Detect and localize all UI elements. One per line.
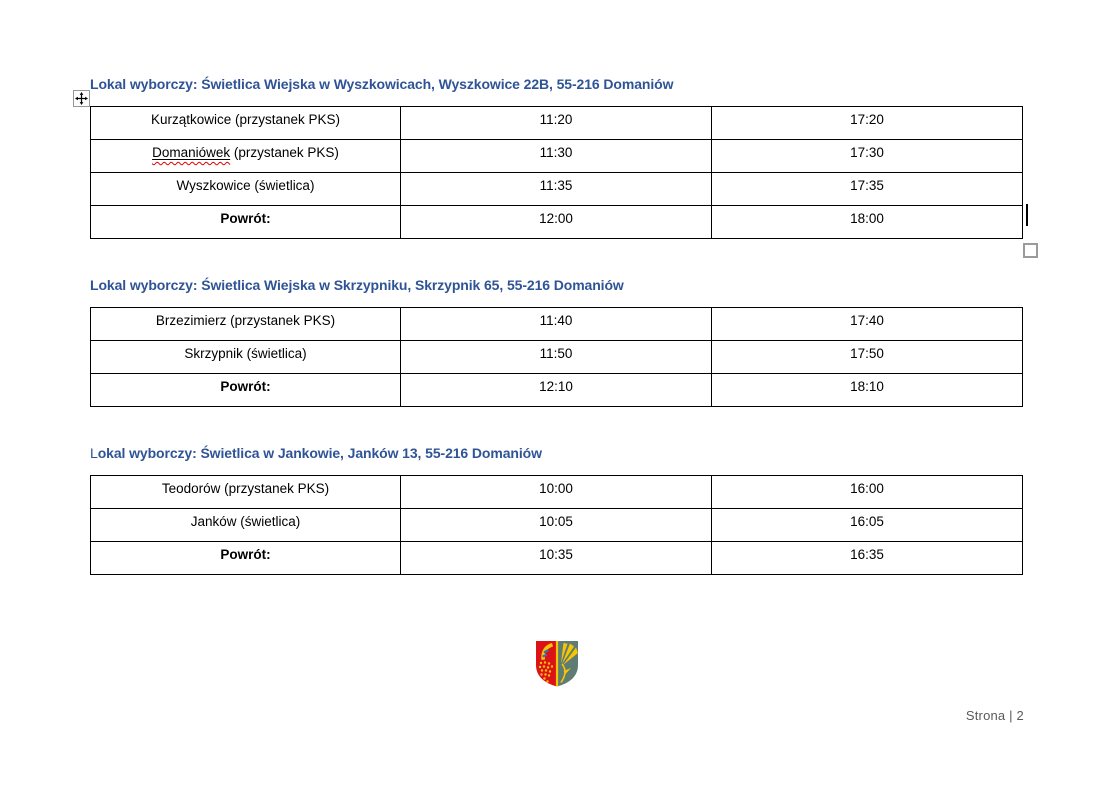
time-cell-1[interactable]: 12:10 (401, 374, 712, 407)
schedule-table[interactable] (90, 106, 1023, 239)
stop-cell[interactable]: Kurzątkowice (przystanek PKS) (91, 107, 401, 140)
table-row (91, 374, 1023, 407)
page-number-footer: Strona | 2 (965, 708, 1024, 723)
stop-cell[interactable]: Skrzypnik (świetlica) (91, 341, 401, 374)
table-row (91, 509, 1023, 542)
time-cell-2[interactable]: 17:40 (712, 308, 1023, 341)
time-cell-2[interactable]: 16:35 (712, 542, 1023, 575)
time-cell-1[interactable]: 11:35 (401, 173, 712, 206)
table-row (91, 107, 1023, 140)
move-icon (75, 92, 88, 105)
time-cell-2[interactable]: 17:30 (712, 140, 1023, 173)
time-cell-1[interactable]: 11:40 (401, 308, 712, 341)
time-cell-2[interactable]: 16:00 (712, 476, 1023, 509)
stop-cell[interactable]: Powrót: (91, 542, 401, 575)
time-cell-1[interactable]: 11:50 (401, 341, 712, 374)
stop-cell[interactable]: Powrót: (91, 206, 401, 239)
schedule-section-jankow (90, 444, 1023, 575)
table-resize-handle[interactable] (1023, 243, 1038, 258)
stop-cell[interactable]: Janków (świetlica) (91, 509, 401, 542)
section-heading[interactable]: Lokal wyborczy: Świetlica w Jankowie, Janków 13, 55-216 Domaniów (90, 445, 542, 461)
time-cell-1[interactable]: 10:00 (401, 476, 712, 509)
stop-cell[interactable]: Teodorów (przystanek PKS) (91, 476, 401, 509)
stop-cell[interactable]: Powrót: (91, 374, 401, 407)
time-cell-2[interactable]: 17:20 (712, 107, 1023, 140)
stop-cell[interactable]: Domaniówek (przystanek PKS) (91, 140, 401, 173)
text-cursor (1026, 204, 1028, 226)
table-row (91, 308, 1023, 341)
table-row (91, 206, 1023, 239)
stop-cell[interactable]: Brzezimierz (przystanek PKS) (91, 308, 401, 341)
time-cell-1[interactable]: 12:00 (401, 206, 712, 239)
misspelled-word[interactable]: Domaniówek (152, 145, 231, 160)
table-row (91, 542, 1023, 575)
logo-container (90, 638, 1023, 688)
schedule-table[interactable] (90, 475, 1023, 575)
time-cell-2[interactable]: 17:35 (712, 173, 1023, 206)
schedule-section-skrzypnik (90, 276, 1023, 407)
time-cell-1[interactable]: 10:05 (401, 509, 712, 542)
table-row (91, 476, 1023, 509)
section-heading[interactable]: Lokal wyborczy: Świetlica Wiejska w Skrzypniku, Skrzypnik 65, 55-216 Domaniów (90, 277, 624, 293)
table-row (91, 341, 1023, 374)
table-row (91, 173, 1023, 206)
schedule-table[interactable] (90, 307, 1023, 407)
document-content (90, 75, 1023, 688)
time-cell-1[interactable]: 11:20 (401, 107, 712, 140)
time-cell-1[interactable]: 10:35 (401, 542, 712, 575)
stop-cell[interactable]: Wyszkowice (świetlica) (91, 173, 401, 206)
time-cell-1[interactable]: 11:30 (401, 140, 712, 173)
schedule-section-wyszkowice (90, 75, 1023, 239)
table-row (91, 140, 1023, 173)
coat-of-arms-image[interactable] (532, 638, 582, 688)
time-cell-2[interactable]: 18:10 (712, 374, 1023, 407)
time-cell-2[interactable]: 16:05 (712, 509, 1023, 542)
table-move-handle[interactable] (73, 90, 90, 107)
time-cell-2[interactable]: 17:50 (712, 341, 1023, 374)
section-heading[interactable]: Lokal wyborczy: Świetlica Wiejska w Wyszkowicach, Wyszkowice 22B, 55-216 Domaniów (90, 76, 674, 92)
time-cell-2[interactable]: 18:00 (712, 206, 1023, 239)
